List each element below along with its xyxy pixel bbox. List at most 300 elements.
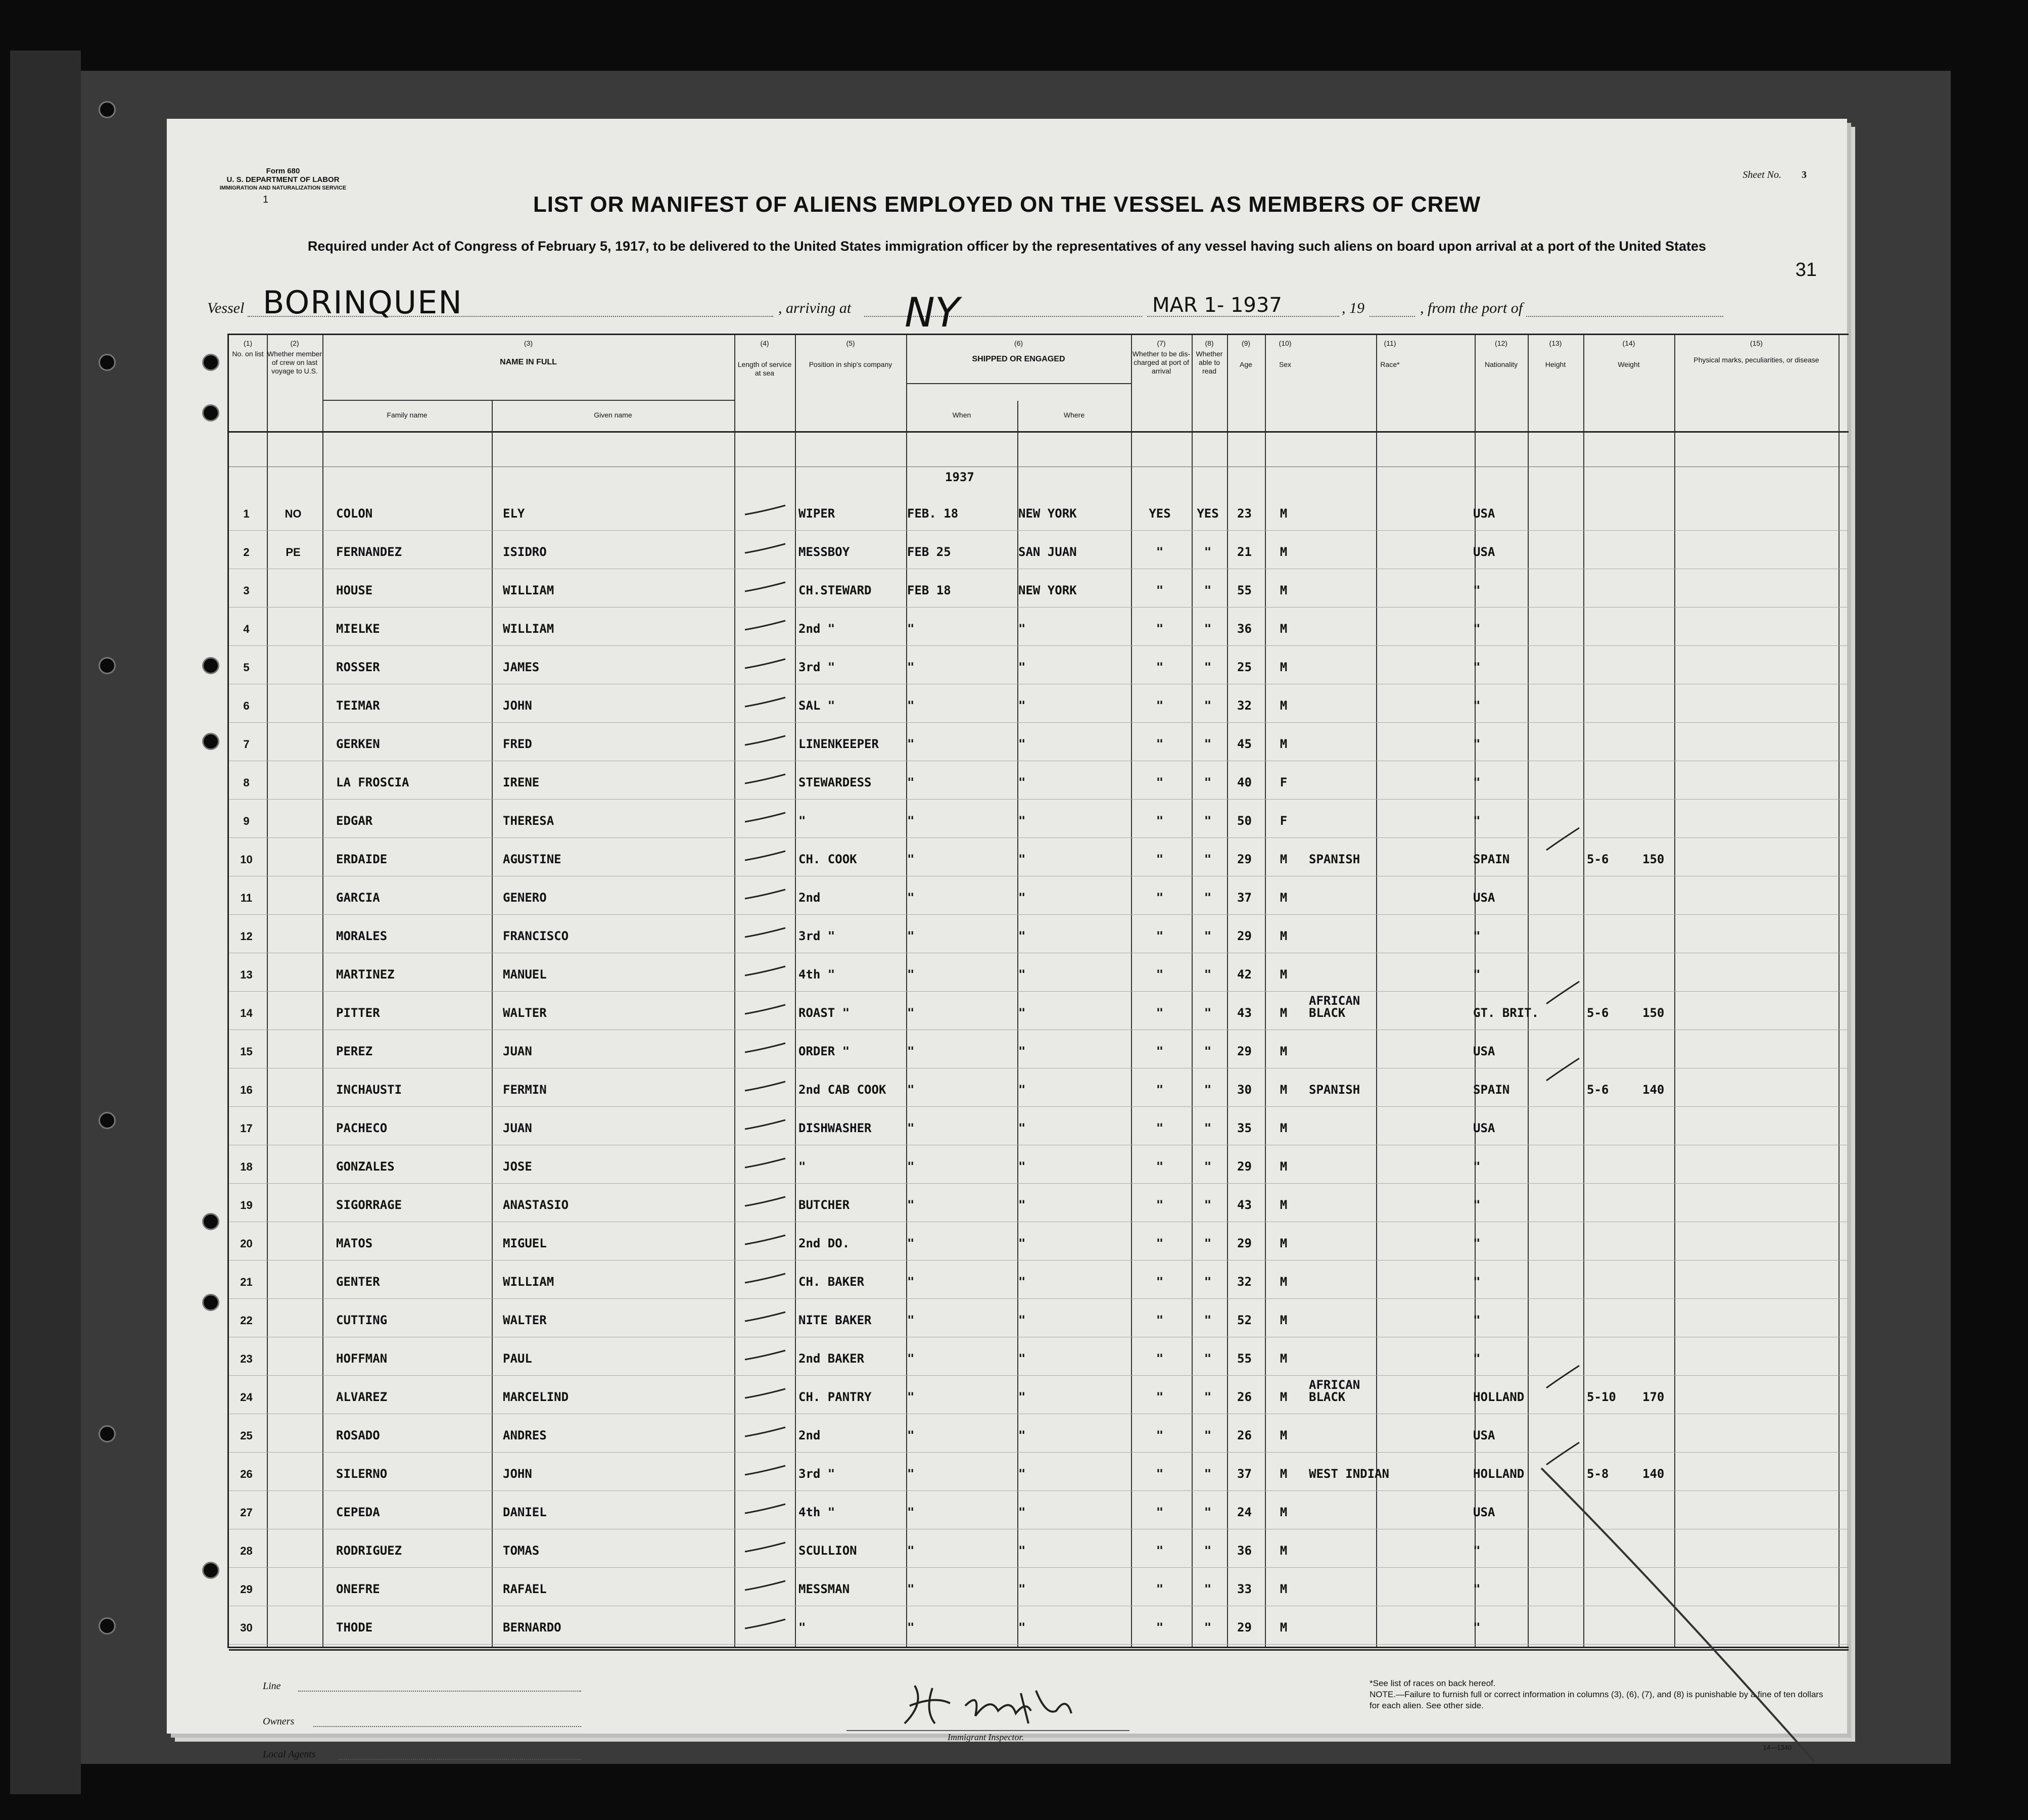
row-number-cell: 1 <box>243 507 250 520</box>
binder-hole <box>202 404 219 422</box>
from-port-label: , from the port of <box>1420 300 1523 316</box>
age-cell: 33 <box>1237 1582 1252 1596</box>
nationality-cell: " <box>1473 1198 1481 1212</box>
row-number-cell: 4 <box>243 623 250 635</box>
family-name-cell: TEIMAR <box>336 698 380 713</box>
age-cell: 30 <box>1237 1083 1252 1097</box>
service-check-mark <box>743 926 788 939</box>
sex-cell: M <box>1280 929 1288 943</box>
given-name-cell: RAFAEL <box>503 1582 547 1596</box>
nationality-cell: USA <box>1473 545 1495 559</box>
position-cell: BUTCHER <box>798 1198 850 1212</box>
shipped-where-cell: " <box>1018 1121 1026 1135</box>
sex-cell: M <box>1280 622 1288 636</box>
position-cell: " <box>798 1159 806 1174</box>
age-cell: 29 <box>1237 1159 1252 1174</box>
sex-cell: M <box>1280 506 1288 521</box>
sex-cell: M <box>1280 1121 1288 1135</box>
table-row <box>227 1182 1847 1219</box>
shipped-when-cell: " <box>907 1006 915 1020</box>
shipped-where-cell: " <box>1018 698 1026 713</box>
service-check-mark <box>743 849 788 862</box>
discharged-cell: " <box>1156 967 1164 982</box>
given-name-cell: WILLIAM <box>503 622 554 636</box>
height-cell: 5-6 <box>1587 852 1609 866</box>
nationality-cell: USA <box>1473 1121 1495 1135</box>
discharged-cell: " <box>1156 1121 1164 1135</box>
nationality-cell: USA <box>1473 1044 1495 1058</box>
race-line2-cell: BLACK <box>1309 1390 1346 1404</box>
able-to-read-cell: " <box>1204 1313 1212 1327</box>
given-name-cell: AGUSTINE <box>503 852 561 866</box>
row-number-cell: 26 <box>240 1468 253 1480</box>
service-check-mark <box>743 1579 788 1592</box>
table-row <box>227 798 1847 835</box>
shipped-where-cell: " <box>1018 1159 1026 1174</box>
service-check-mark <box>743 1233 788 1246</box>
signature-image <box>894 1675 1107 1731</box>
family-name-cell: LA FROSCIA <box>336 775 409 789</box>
position-cell: 2nd BAKER <box>798 1351 865 1366</box>
family-name-cell: PITTER <box>336 1006 380 1020</box>
shipped-where-cell: NEW YORK <box>1018 583 1077 597</box>
shipped-when-cell: FEB 25 <box>907 545 951 559</box>
position-cell: STEWARDESS <box>798 775 872 789</box>
binder-hole <box>202 733 219 750</box>
row-number-cell: 14 <box>240 1007 253 1019</box>
shipped-where-cell: " <box>1018 1505 1026 1519</box>
age-cell: 24 <box>1237 1505 1252 1519</box>
family-name-cell: GONZALES <box>336 1159 395 1174</box>
age-cell: 29 <box>1237 929 1252 943</box>
age-cell: 43 <box>1237 1198 1252 1212</box>
age-cell: 25 <box>1237 660 1252 674</box>
family-name-cell: HOFFMAN <box>336 1351 388 1366</box>
discharged-cell: " <box>1156 852 1164 866</box>
family-name-cell: GERKEN <box>336 737 380 751</box>
shipped-where-cell: " <box>1018 814 1026 828</box>
sex-cell: M <box>1280 1159 1288 1174</box>
position-cell: SCULLION <box>798 1544 857 1558</box>
position-cell: 3rd " <box>798 660 835 674</box>
family-name-cell: MATOS <box>336 1236 373 1250</box>
service-check-mark <box>743 1041 788 1054</box>
sex-cell: M <box>1280 1620 1288 1635</box>
position-cell: WIPER <box>798 506 835 521</box>
given-name-cell: JOHN <box>503 1467 532 1481</box>
shipped-where-cell: " <box>1018 1083 1026 1097</box>
position-cell: 3rd " <box>798 929 835 943</box>
inspector-signature <box>894 1675 1107 1731</box>
position-cell: CH. PANTRY <box>798 1390 872 1404</box>
discharged-cell: " <box>1156 929 1164 943</box>
weight-cell: 140 <box>1642 1467 1665 1481</box>
family-name-cell: THODE <box>336 1620 373 1635</box>
inspector-caption: Immigrant Inspector. <box>948 1732 1024 1742</box>
service-check-mark <box>743 1502 788 1515</box>
family-name-cell: PEREZ <box>336 1044 373 1058</box>
service-check-mark <box>743 1617 788 1630</box>
given-name-cell: JUAN <box>503 1121 532 1135</box>
table-row <box>227 1412 1847 1450</box>
shipped-where-cell: " <box>1018 1236 1026 1250</box>
able-to-read-cell: " <box>1204 1467 1212 1481</box>
shipped-where-cell: SAN JUAN <box>1018 545 1077 559</box>
family-name-cell: MIELKE <box>336 622 380 636</box>
row-number-cell: 28 <box>240 1545 253 1557</box>
nationality-cell: " <box>1473 1544 1481 1558</box>
row-number-cell: 9 <box>243 815 250 827</box>
nationality-cell: " <box>1473 1236 1481 1250</box>
able-to-read-cell: " <box>1204 1544 1212 1558</box>
shipped-where-cell: " <box>1018 1313 1026 1327</box>
given-name-cell: JOHN <box>503 698 532 713</box>
given-name-cell: WALTER <box>503 1006 547 1020</box>
service-check-mark <box>743 1541 788 1554</box>
service-check-mark <box>743 1387 788 1400</box>
header-given-name: Given name <box>594 411 632 419</box>
given-name-cell: JAMES <box>503 660 540 674</box>
position-cell: CH. COOK <box>798 852 857 866</box>
sheet-label: Sheet No. <box>1742 169 1781 180</box>
position-cell: SAL " <box>798 698 835 713</box>
height-cell: 5-10 <box>1587 1390 1616 1404</box>
nationality-cell: " <box>1473 660 1481 674</box>
discharged-cell: " <box>1156 737 1164 751</box>
able-to-read-cell: " <box>1204 737 1212 751</box>
sex-cell: M <box>1280 1006 1288 1020</box>
age-cell: 37 <box>1237 1467 1252 1481</box>
service-check-mark <box>743 695 788 709</box>
binder-edge <box>10 51 81 1794</box>
age-cell: 35 <box>1237 1121 1252 1135</box>
family-name-cell: HOUSE <box>336 583 373 597</box>
nationality-cell: " <box>1473 929 1481 943</box>
shipped-when-cell: " <box>907 1582 915 1596</box>
able-to-read-cell: " <box>1204 1505 1212 1519</box>
given-name-cell: DANIEL <box>503 1505 547 1519</box>
shipped-where-cell: " <box>1018 1351 1026 1366</box>
shipped-when-cell: " <box>907 1198 915 1212</box>
given-name-cell: MIGUEL <box>503 1236 547 1250</box>
header-height: (13) Height <box>1545 339 1566 368</box>
header-physical-marks: (15) Physical marks, peculiarities, or disease <box>1693 339 1819 364</box>
age-cell: 32 <box>1237 698 1252 713</box>
shipped-where-cell: " <box>1018 1044 1026 1058</box>
corner-number: 31 <box>1795 259 1817 281</box>
header-name-in-full: (3) NAME IN FULL <box>500 339 557 366</box>
shipped-when-cell: " <box>907 1083 915 1097</box>
discharged-cell: " <box>1156 1620 1164 1635</box>
row-number-cell: 24 <box>240 1391 253 1404</box>
given-name-cell: BERNARDO <box>503 1620 561 1635</box>
shipped-when-cell: " <box>907 1275 915 1289</box>
age-cell: 29 <box>1237 1044 1252 1058</box>
discharged-cell: " <box>1156 1351 1164 1366</box>
shipped-where-cell: " <box>1018 622 1026 636</box>
weight-cell: 170 <box>1642 1390 1665 1404</box>
able-to-read-cell: " <box>1204 622 1212 636</box>
shipped-where-cell: " <box>1018 775 1026 789</box>
shipped-when-cell: " <box>907 1121 915 1135</box>
service-check-mark <box>743 1272 788 1285</box>
table-row <box>227 1143 1847 1181</box>
shipped-when-cell: " <box>907 737 915 751</box>
age-cell: 42 <box>1237 967 1252 982</box>
header-position: (5) Position in ship's company <box>809 339 892 368</box>
family-name-cell: EDGAR <box>336 814 373 828</box>
table-row <box>227 1297 1847 1334</box>
discharged-cell: " <box>1156 1006 1164 1020</box>
nationality-cell: " <box>1473 583 1481 597</box>
row-number-cell: 22 <box>240 1314 253 1327</box>
service-check-mark <box>743 1003 788 1016</box>
sex-cell: M <box>1280 1236 1288 1250</box>
table-row <box>227 990 1847 1027</box>
header-when: When <box>952 411 971 419</box>
service-check-mark <box>743 1464 788 1477</box>
shipped-where-cell: " <box>1018 891 1026 905</box>
vessel-line <box>207 284 1723 336</box>
shipped-when-cell: " <box>907 1159 915 1174</box>
shipped-when-cell: " <box>907 1313 915 1327</box>
position-cell: CH.STEWARD <box>798 583 872 597</box>
sex-cell: M <box>1280 1275 1288 1289</box>
service-check-mark <box>743 772 788 785</box>
binder-hole <box>99 354 116 371</box>
service-check-mark <box>743 811 788 824</box>
sex-cell: M <box>1280 1198 1288 1212</box>
family-name-cell: ERDAIDE <box>336 852 388 866</box>
given-name-cell: PAUL <box>503 1351 532 1366</box>
discharged-cell: " <box>1156 1544 1164 1558</box>
given-name-cell: GENERO <box>503 891 547 905</box>
able-to-read-cell: " <box>1204 967 1212 982</box>
year-prefix: , 19 <box>1342 300 1364 316</box>
nationality-cell: USA <box>1473 1505 1495 1519</box>
family-name-cell: GENTER <box>336 1275 380 1289</box>
shipped-where-cell: " <box>1018 1544 1026 1558</box>
row-number-cell: 21 <box>240 1276 253 1288</box>
table-row <box>227 721 1847 758</box>
header-where: Where <box>1063 411 1085 419</box>
race-line2-cell: BLACK <box>1309 1006 1346 1020</box>
able-to-read-cell: YES <box>1197 506 1219 521</box>
able-to-read-cell: " <box>1204 1198 1212 1212</box>
family-name-cell: COLON <box>336 506 373 521</box>
given-name-cell: ANASTASIO <box>503 1198 569 1212</box>
able-to-read-cell: " <box>1204 1236 1212 1250</box>
discharged-cell: " <box>1156 660 1164 674</box>
table-row <box>227 490 1847 528</box>
sex-cell: M <box>1280 891 1288 905</box>
shipped-where-cell: NEW YORK <box>1018 506 1077 521</box>
shipped-where-cell: " <box>1018 1620 1026 1635</box>
family-name-cell: CEPEDA <box>336 1505 380 1519</box>
header-weight: (14) Weight <box>1618 339 1640 368</box>
sex-cell: M <box>1280 583 1288 597</box>
binder-hole <box>202 354 219 371</box>
height-check-mark <box>1544 979 1584 1005</box>
able-to-read-cell: " <box>1204 1159 1212 1174</box>
sex-cell: M <box>1280 967 1288 982</box>
row-number-cell: 2 <box>243 546 250 558</box>
position-cell: CH. BAKER <box>798 1275 865 1289</box>
height-cell: 5-6 <box>1587 1006 1609 1020</box>
nationality-cell: USA <box>1473 506 1495 521</box>
discharged-cell: " <box>1156 1582 1164 1596</box>
table-row <box>227 1258 1847 1296</box>
given-name-cell: ANDRES <box>503 1428 547 1442</box>
given-name-cell: JUAN <box>503 1044 532 1058</box>
service-check-mark <box>743 1310 788 1323</box>
form-mark: 1 <box>263 194 269 205</box>
table-row <box>227 1028 1847 1065</box>
family-name-cell: ALVAREZ <box>336 1390 388 1404</box>
nationality-cell: " <box>1473 1275 1481 1289</box>
shipped-when-cell: " <box>907 929 915 943</box>
sex-cell: M <box>1280 1044 1288 1058</box>
family-name-cell: INCHAUSTI <box>336 1083 402 1097</box>
sex-cell: M <box>1280 660 1288 674</box>
age-cell: 50 <box>1237 814 1252 828</box>
discharged-cell: " <box>1156 1198 1164 1212</box>
position-cell: 3rd " <box>798 1467 835 1481</box>
vessel-label: Vessel <box>207 300 245 316</box>
row-number-cell: 8 <box>243 776 250 789</box>
row-number-cell: 18 <box>240 1160 253 1173</box>
arriving-port: NY <box>905 289 960 336</box>
sex-cell: M <box>1280 1313 1288 1327</box>
shipped-when-cell: " <box>907 660 915 674</box>
able-to-read-cell: " <box>1204 1390 1212 1404</box>
family-name-cell: SIGORRAGE <box>336 1198 402 1212</box>
form-department: U. S. DEPARTMENT OF LABOR <box>226 175 340 184</box>
discharged-cell: " <box>1156 1275 1164 1289</box>
service-check-mark <box>743 888 788 901</box>
able-to-read-cell: " <box>1204 1275 1212 1289</box>
form-service: IMMIGRATION AND NATURALIZATION SERVICE <box>219 185 347 191</box>
shipped-year: 1937 <box>945 470 974 484</box>
service-check-mark <box>743 580 788 593</box>
family-name-cell: RODRIGUEZ <box>336 1544 402 1558</box>
age-cell: 26 <box>1237 1390 1252 1404</box>
row-number-cell: 20 <box>240 1237 253 1250</box>
header-crew-last-voyage: (2) Whether member of crew on last voyage to U.S. <box>267 339 322 375</box>
position-cell: 2nd <box>798 891 821 905</box>
age-cell: 29 <box>1237 1620 1252 1635</box>
row-number-cell: 5 <box>243 661 250 674</box>
age-cell: 26 <box>1237 1428 1252 1442</box>
race-cell: AFRICAN <box>1309 994 1360 1008</box>
height-check-mark <box>1544 826 1584 851</box>
shipped-when-cell: " <box>907 622 915 636</box>
sex-cell: M <box>1280 1544 1288 1558</box>
penalty-note: NOTE.—Failure to furnish full or correct information in columns (3), (6), (7), and (8) is punishable by a fine of ten dollars for each alien. See other side. <box>1370 1690 1823 1710</box>
age-cell: 29 <box>1237 1236 1252 1250</box>
height-check-mark <box>1544 1364 1584 1389</box>
family-name-cell: ONEFRE <box>336 1582 380 1596</box>
shipped-when-cell: FEB 18 <box>907 583 951 597</box>
sex-cell: M <box>1280 1083 1288 1097</box>
able-to-read-cell: " <box>1204 1582 1212 1596</box>
discharged-cell: " <box>1156 1505 1164 1519</box>
nationality-cell: USA <box>1473 891 1495 905</box>
age-cell: 36 <box>1237 1544 1252 1558</box>
service-check-mark <box>743 1080 788 1093</box>
table-row <box>227 836 1847 873</box>
discharged-cell: " <box>1156 698 1164 713</box>
shipped-where-cell: " <box>1018 660 1026 674</box>
shipped-where-cell: " <box>1018 1006 1026 1020</box>
discharged-cell: " <box>1156 1313 1164 1327</box>
given-name-cell: THERESA <box>503 814 554 828</box>
position-cell: " <box>798 1620 806 1635</box>
header-discharged: (7) Whether to be dis-charged at port of arrival <box>1132 339 1191 375</box>
able-to-read-cell: " <box>1204 1044 1212 1058</box>
age-cell: 40 <box>1237 775 1252 789</box>
races-note: *See list of races on back hereof. <box>1370 1678 1496 1688</box>
header-sex: (10) Sex <box>1279 339 1292 368</box>
table-row <box>227 682 1847 720</box>
age-cell: 55 <box>1237 1351 1252 1366</box>
nationality-cell: USA <box>1473 1428 1495 1442</box>
nationality-cell: GT. BRIT. <box>1473 1006 1539 1020</box>
sex-cell: M <box>1280 1505 1288 1519</box>
race-cell: SPANISH <box>1309 852 1360 866</box>
row-number-cell: 15 <box>240 1045 253 1058</box>
weight-cell: 150 <box>1642 1006 1665 1020</box>
position-cell: NITE BAKER <box>798 1313 872 1327</box>
nationality-cell: " <box>1473 1582 1481 1596</box>
able-to-read-cell: " <box>1204 583 1212 597</box>
discharged-cell: " <box>1156 814 1164 828</box>
sex-cell: M <box>1280 1582 1288 1596</box>
table-row <box>227 1220 1847 1257</box>
able-to-read-cell: " <box>1204 1428 1212 1442</box>
last-voyage-cell: NO <box>285 507 302 520</box>
shipped-when-cell: " <box>907 967 915 982</box>
shipped-where-cell: " <box>1018 1428 1026 1442</box>
nationality-cell: " <box>1473 775 1481 789</box>
document-title: LIST OR MANIFEST OF ALIENS EMPLOYED ON THE VESSEL AS MEMBERS OF CREW <box>533 192 1481 217</box>
given-name-cell: FRED <box>503 737 532 751</box>
family-name-cell: FERNANDEZ <box>336 545 402 559</box>
age-cell: 29 <box>1237 852 1252 866</box>
given-name-cell: WILLIAM <box>503 583 554 597</box>
table-row <box>227 1335 1847 1373</box>
binder-hole <box>99 1112 116 1129</box>
given-name-cell: ELY <box>503 506 525 521</box>
row-number-cell: 6 <box>243 699 250 712</box>
sex-cell: M <box>1280 852 1288 866</box>
row-number-cell: 3 <box>243 584 250 597</box>
binder-hole <box>202 1213 219 1230</box>
table-row <box>227 1105 1847 1142</box>
race-cell: WEST INDIAN <box>1309 1467 1389 1481</box>
discharged-cell: " <box>1156 891 1164 905</box>
form-number: Form 680 <box>266 167 300 175</box>
shipped-when-cell: " <box>907 852 915 866</box>
nationality-cell: " <box>1473 814 1481 828</box>
able-to-read-cell: " <box>1204 660 1212 674</box>
age-cell: 21 <box>1237 545 1252 559</box>
table-row <box>227 605 1847 643</box>
shipped-when-cell: " <box>907 1544 915 1558</box>
able-to-read-cell: " <box>1204 698 1212 713</box>
manifest-rows <box>227 334 1847 1645</box>
last-voyage-cell: PE <box>286 546 301 558</box>
